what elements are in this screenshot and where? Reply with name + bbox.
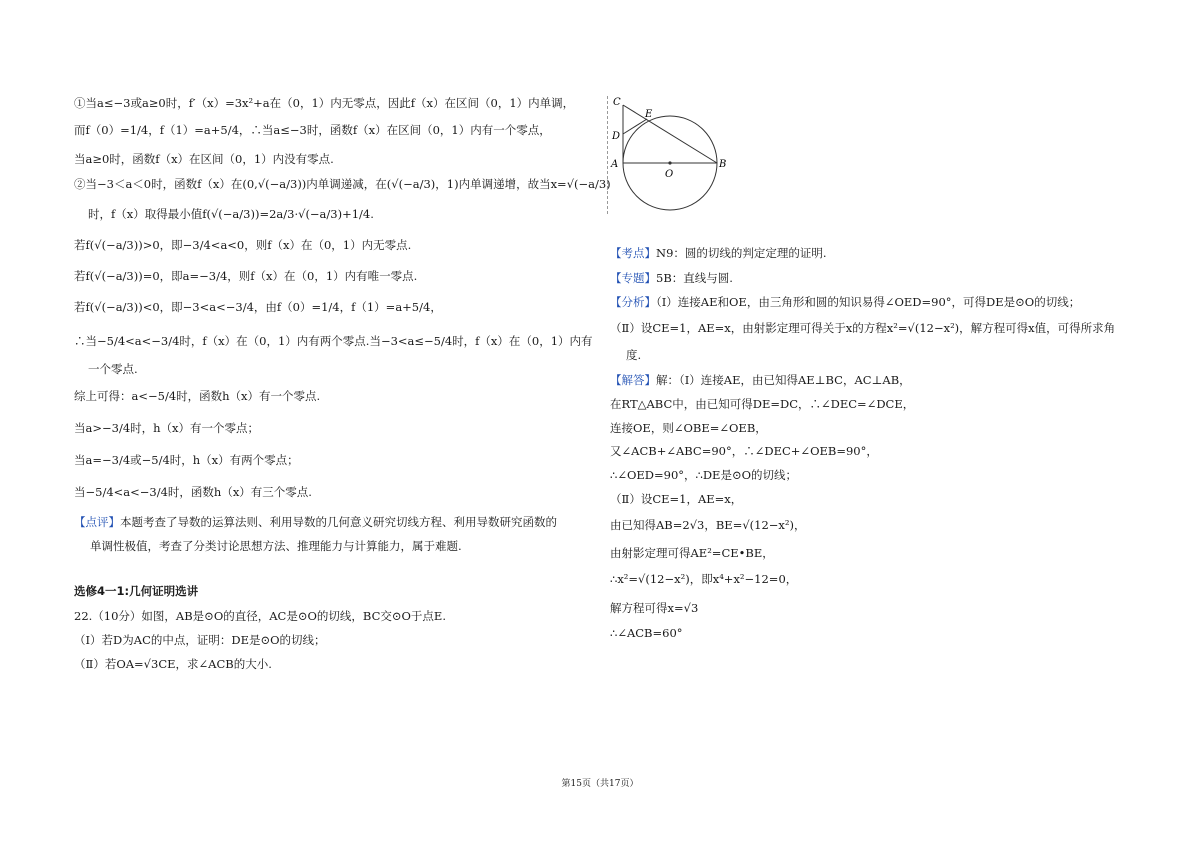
derivation-line: 时，f（x）取得最小值f(√(−a/3))=2a/3·√(−a/3)+1/4. [88, 207, 374, 221]
kaodian-line: 【考点】N9：圆的切线的判定定理的证明. [610, 246, 827, 260]
solution-line: 又∠ACB+∠ABC=90°，∴∠DEC+∠OEB=90°， [610, 444, 878, 458]
page-footer: 第15页（共17页） [561, 779, 639, 789]
section-title: 选修4一1:几何证明选讲 [74, 584, 199, 598]
line-bc [623, 105, 717, 163]
solution-line: 由射影定理可得AE²=CE•BE， [610, 546, 774, 560]
derivation-line: ①当a≤−3或a≥0时，f′（x）=3x²+a在（0，1）内无零点，因此f（x）在区间（0，1）内单调， [74, 96, 575, 110]
geometry-figure [609, 95, 729, 215]
derivation-line: ∴当−5/4<a<−3/4时，f（x）在（0，1）内有两个零点.当−3<a≤−5/4时，f（x）在（0，1）内有 [74, 334, 593, 348]
derivation-line: 若f(√(−a/3))=0，即a=−3/4，则f（x）在（0，1）内有唯一零点. [74, 269, 418, 283]
derivation-line: ②当−3＜a＜0时，函数f（x）在(0,√(−a/3))内单调递减，在(√(−a/3)，1)内单调递增，故当x=√(−a/3) [74, 177, 611, 191]
derivation-line: 当a≥0时，函数f（x）在区间（0，1）内没有零点. [74, 152, 334, 166]
derivation-line: 若f(√(−a/3))>0，即−3/4<a<0，则f（x）在（0，1）内无零点. [74, 238, 412, 252]
derivation-line: 当a>−3/4时，h（x）有一个零点； [74, 421, 260, 435]
solution-line: 连接OE，则∠OBE=∠OEB， [610, 421, 767, 435]
column-divider [607, 96, 608, 214]
comment-line-1: 【点评】本题考查了导数的运算法则、利用导数的几何意义研究切线方程、利用导数研究函数的 [74, 515, 557, 529]
solution-line: ∴∠OED=90°，∴DE是⊙O的切线； [610, 468, 798, 482]
solution-line: 由已知得AB=2√3，BE=√(12−x²)， [610, 518, 806, 532]
label-e: E [645, 109, 653, 120]
comment-tag: 【点评】 [74, 515, 120, 529]
problem-line-3: （Ⅱ）若OA=√3CE，求∠ACB的大小. [74, 657, 272, 671]
jieda-line: 【解答】解：（Ⅰ）连接AE，由已知得AE⊥BC，AC⊥AB， [610, 373, 911, 387]
solution-line: 在RT△ABC中，由已知可得DE=DC，∴∠DEC=∠DCE， [610, 397, 915, 411]
problem-line-1: 22.（10分）如图，AB是⊙O的直径，AC是⊙O的切线，BC交⊙O于点E. [74, 609, 446, 623]
comment-line-2: 单调性极值，考查了分类讨论思想方法、推理能力与计算能力，属于难题. [90, 539, 462, 553]
fenxi-line-2: （Ⅱ）设CE=1，AE=x，由射影定理可得关于x的方程x²=√(12−x²)，解方程可得x值，可得所求角 [610, 321, 1116, 335]
label-d: D [612, 131, 621, 142]
fenxi-line-3: 度. [626, 348, 642, 362]
label-o: O [665, 169, 674, 180]
solution-line: 解方程可得x=√3 [610, 601, 699, 615]
derivation-line: 综上可得：a<−5/4时，函数h（x）有一个零点. [74, 389, 321, 403]
derivation-line: 而f（0）=1/4，f（1）=a+5/4，∴当a≤−3时，函数f（x）在区间（0，1）内有一个零点， [74, 123, 551, 137]
label-a: A [611, 159, 619, 170]
derivation-line: 若f(√(−a/3))<0，即−3<a<−3/4，由f（0）=1/4，f（1）=a+5/4， [74, 300, 442, 314]
center-point [668, 161, 671, 164]
problem-line-2: （Ⅰ）若D为AC的中点，证明：DE是⊙O的切线； [74, 633, 326, 647]
solution-line: ∴∠ACB=60° [610, 626, 683, 640]
label-b: B [719, 159, 727, 170]
fenxi-line-1: 【分析】（Ⅰ）连接AE和OE，由三角形和圆的知识易得∠OED=90°，可得DE是⊙O的切线； [610, 295, 1081, 309]
derivation-line: 当a=−3/4或−5/4时，h（x）有两个零点； [74, 453, 299, 467]
solution-line: （Ⅱ）设CE=1，AE=x， [610, 492, 743, 506]
label-c: C [613, 97, 621, 108]
zhuanti-line: 【专题】5B：直线与圆. [610, 271, 733, 285]
derivation-line: 当−5/4<a<−3/4时，函数h（x）有三个零点. [74, 485, 312, 499]
solution-line: ∴x²=√(12−x²)，即x⁴+x²−12=0， [610, 572, 798, 586]
derivation-line: 一个零点. [88, 362, 138, 376]
